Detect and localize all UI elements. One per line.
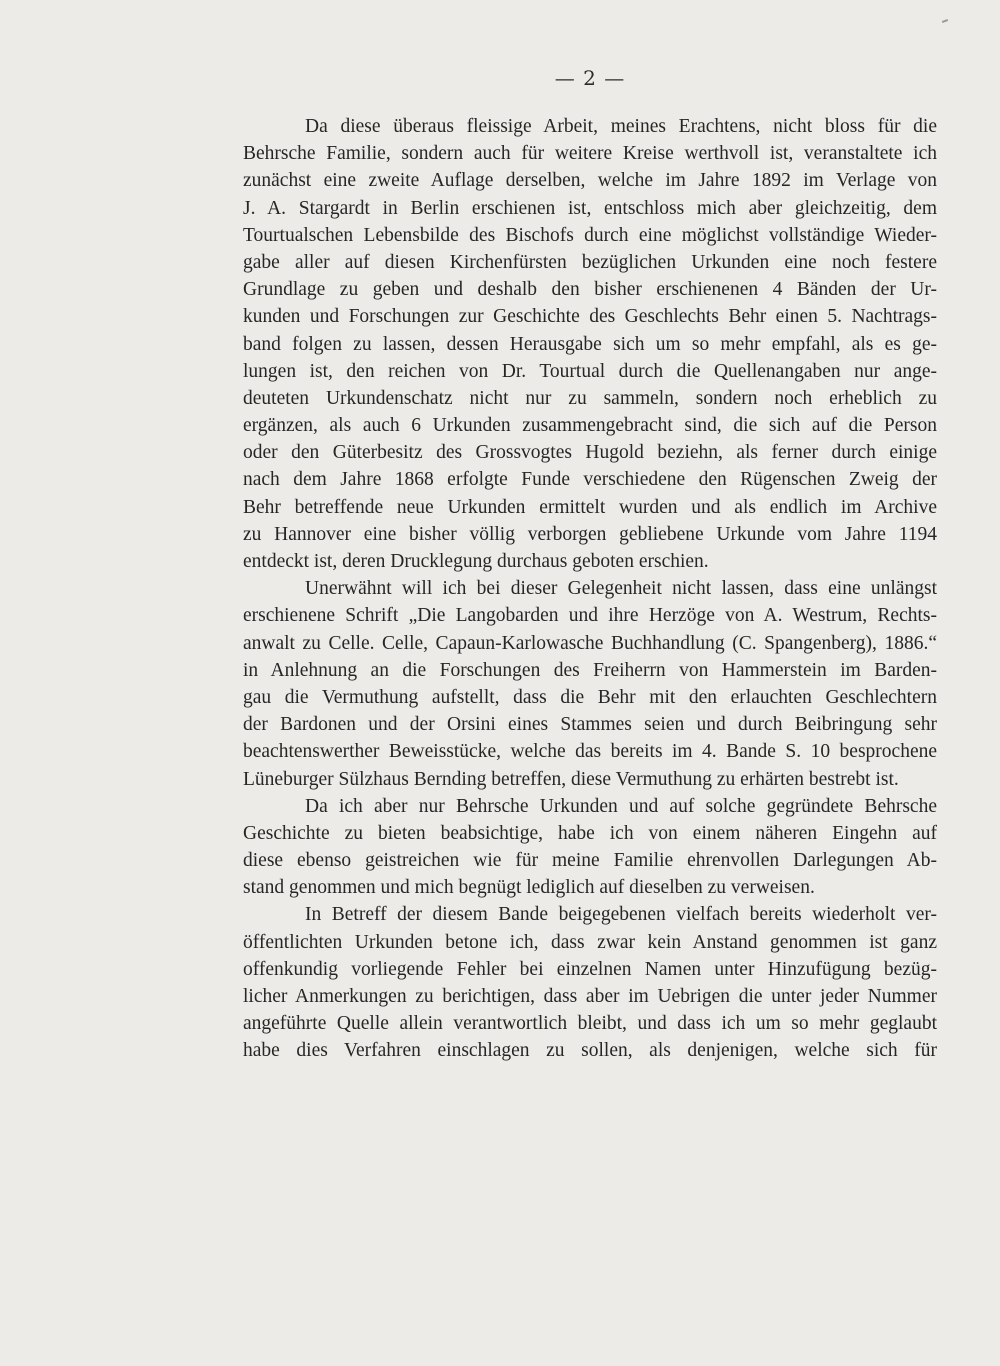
- text-line: erschienene Schrift „Die Langobarden und ihre Herzöge von A. Westrum, Rechts-: [243, 605, 937, 627]
- text-line: Grundlage zu geben und deshalb den bisher erschienenen 4 Bänden der Ur-: [243, 279, 937, 301]
- text-line: kunden und Forschungen zur Geschichte des Geschlechts Behr einen 5. Nachtrags-: [243, 306, 937, 328]
- text-line: Geschichte zu bieten beabsichtige, habe ich von einem näheren Eingehn auf: [243, 822, 937, 844]
- text-line: J. A. Stargardt in Berlin erschienen ist, entschloss mich aber gleichzeitig, dem: [243, 197, 937, 219]
- page-number: — 2 —: [554, 66, 626, 90]
- text-line: gau die Vermuthung aufstellt, dass die Behr mit den erlauchten Geschlechtern: [243, 686, 937, 708]
- text-line: Da ich aber nur Behrsche Urkunden und auf solche gegründete Behrsche: [305, 795, 937, 817]
- text-line: ergänzen, als auch 6 Urkunden zusammengebracht sind, die sich auf die Person: [243, 415, 937, 437]
- text-line: Unerwähnt will ich bei dieser Gelegenheit nicht lassen, dass eine unlängst: [305, 578, 937, 600]
- text-line: stand genommen und mich begnügt lediglich auf dieselben zu verweisen.: [243, 877, 815, 899]
- text-line: band folgen zu lassen, dessen Herausgabe sich um so mehr empfahl, als es ge-: [243, 333, 937, 355]
- text-line: licher Anmerkungen zu berichtigen, dass aber im Uebrigen die unter jeder Nummer: [243, 986, 937, 1007]
- text-line: lungen ist, den reichen von Dr. Tourtual durch die Quellenangaben nur ange-: [243, 360, 937, 382]
- text-line: Behr betreffende neue Urkunden ermittelt wurden und als endlich im Archive: [243, 496, 937, 518]
- text-line: angeführte Quelle allein verantwortlich bleibt, und dass ich um so mehr geglaubt: [243, 1013, 937, 1035]
- text-line: deuteten Urkundenschatz nicht nur zu sammeln, sondern noch erheblich zu: [243, 387, 937, 409]
- text-line: Da diese überaus fleissige Arbeit, meines Erachtens, nicht bloss für die: [305, 116, 937, 137]
- text-line: in Anlehnung an die Forschungen des Freiherrn von Hammerstein im Barden-: [243, 659, 937, 681]
- text-line: offenkundig vorliegende Fehler bei einzelnen Namen unter Hinzufügung bezüg-: [243, 958, 937, 980]
- text-line: diese ebenso geistreichen wie für meine Familie ehrenvollen Darlegungen Ab-: [243, 850, 937, 872]
- text-line: beachtenswerther Beweisstücke, welche das bereits im 4. Bande S. 10 besprochene: [243, 741, 937, 763]
- text-line: zu Hannover eine bisher völlig verborgen gebliebene Urkunde vom Jahre 1194: [243, 523, 937, 545]
- text-line: Lüneburger Sülzhaus Bernding betreffen, diese Vermuthung zu erhärten bestrebt ist.: [243, 768, 899, 790]
- text-line: habe dies Verfahren einschlagen zu sollen, als denjenigen, welche sich für: [243, 1040, 937, 1062]
- text-line: zunächst eine zweite Auflage derselben, welche im Jahre 1892 im Verlage von: [243, 170, 937, 192]
- text-line: anwalt zu Celle. Celle, Capaun-Karlowasche Buchhandlung (C. Spangenberg), 1886.“: [243, 632, 937, 654]
- body-text: [243, 113, 937, 1065]
- text-line: In Betreff der diesem Bande beigegebenen vielfach bereits wiederholt ver-: [305, 904, 937, 926]
- text-line: entdeckt ist, deren Drucklegung durchaus geboten erschien.: [243, 551, 709, 572]
- text-line: nach dem Jahre 1868 erfolgte Funde verschiedene den Rügenschen Zweig der: [243, 469, 937, 491]
- text-line: öffentlichten Urkunden betone ich, dass zwar kein Anstand genommen ist ganz: [243, 931, 937, 953]
- text-line: der Bardonen und der Orsini eines Stammes seien und durch Beibringung sehr: [243, 714, 937, 736]
- corner-mark: [942, 19, 948, 23]
- text-line: gabe aller auf diesen Kirchenfürsten bezüglichen Urkunden eine noch festere: [243, 251, 937, 273]
- text-line: Behrsche Familie, sondern auch für weitere Kreise werthvoll ist, veranstaltete ich: [243, 143, 937, 165]
- text-line: Tourtualschen Lebensbilde des Bischofs durch eine möglichst vollständige Wieder-: [243, 224, 937, 246]
- text-line: oder den Güterbesitz des Grossvogtes Hugold beziehn, als ferner durch einige: [243, 442, 937, 464]
